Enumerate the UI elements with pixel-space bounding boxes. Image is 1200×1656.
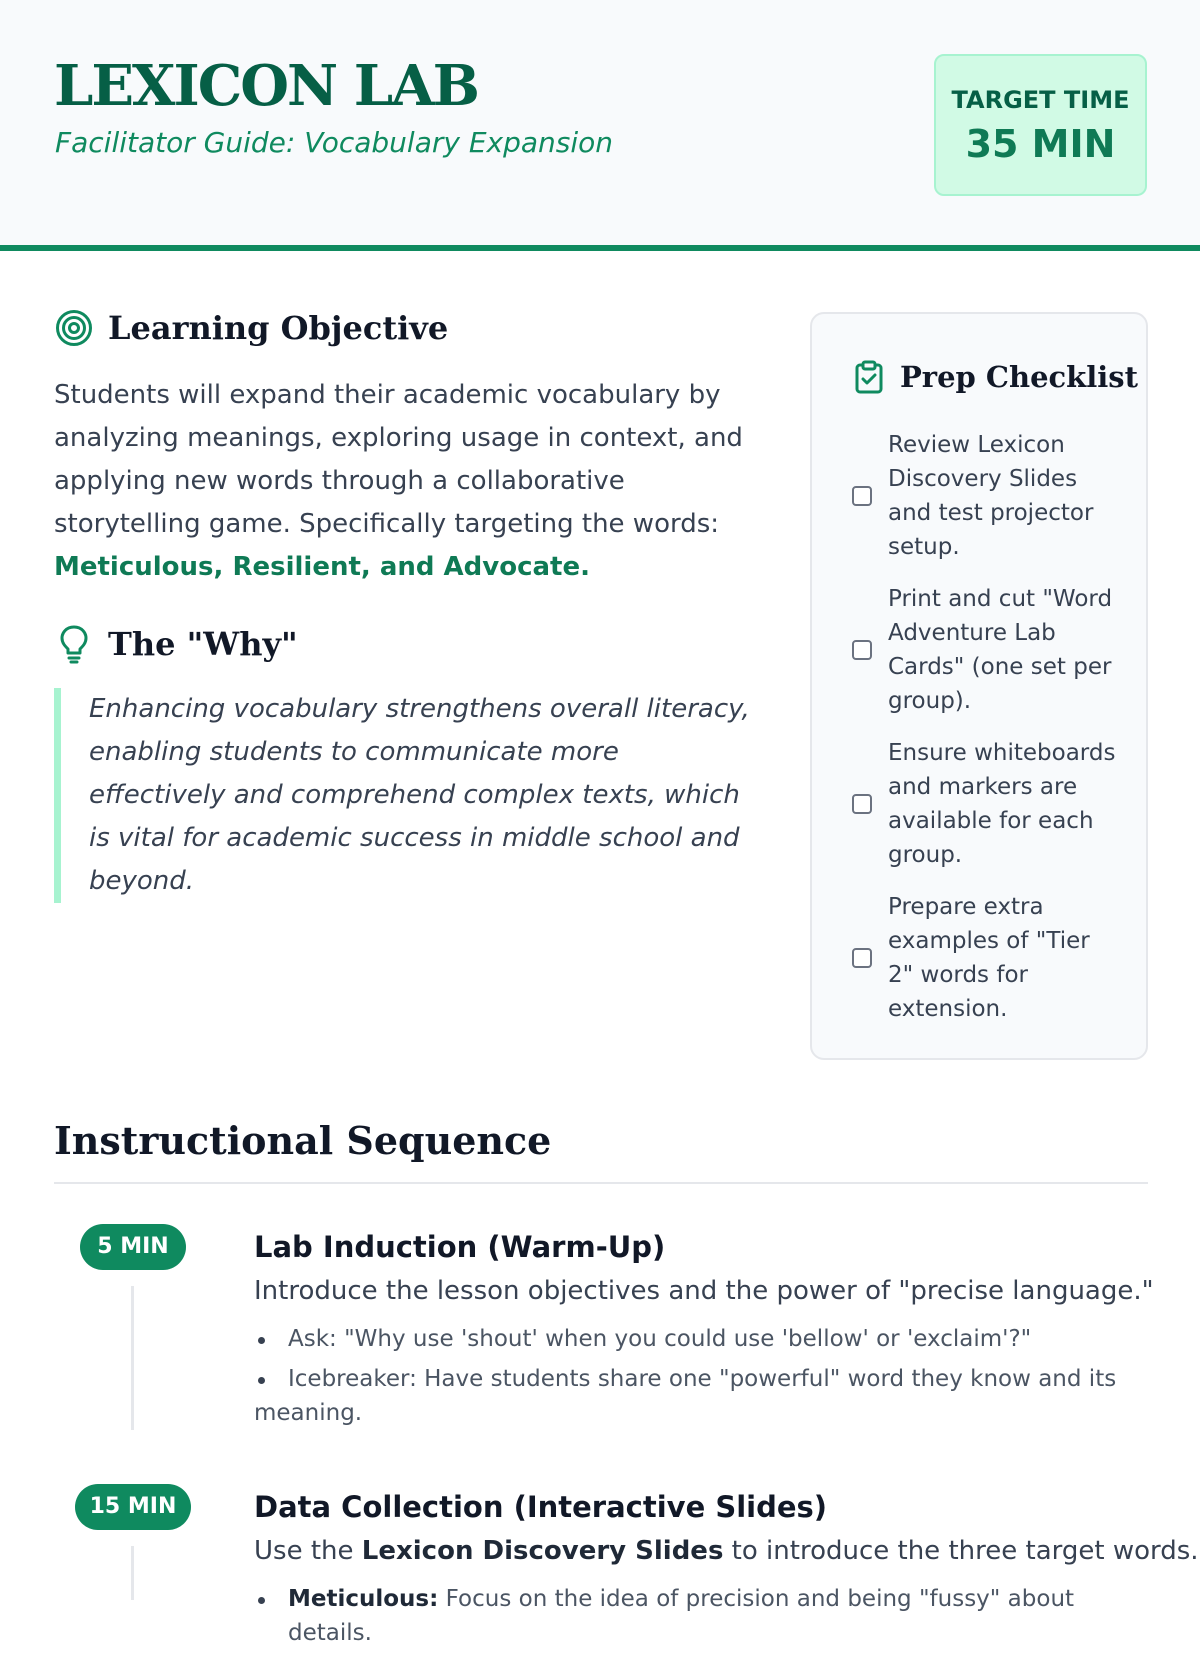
checklist-item-label: Print and cut "Word Adventure Lab Cards" (one set per group). <box>888 586 1113 714</box>
target-time-value: 35 MIN <box>965 122 1116 166</box>
step-title: Lab Induction (Warm-Up) <box>254 1230 666 1264</box>
step-bullet-list <box>254 1582 1134 1656</box>
vocab-term: Meticulous: <box>288 1586 439 1612</box>
checklist-item[interactable] <box>852 582 1122 718</box>
checklist-item-label: Prepare extra examples of "Tier 2" words for extension. <box>888 894 1090 1022</box>
why-heading <box>54 624 298 664</box>
prep-checklist-heading <box>854 360 1138 394</box>
step-bullet-list <box>254 1322 1134 1436</box>
checklist-item[interactable] <box>852 428 1122 564</box>
checkbox[interactable] <box>852 640 872 660</box>
lightbulb-icon <box>54 624 94 664</box>
target-words: Meticulous, Resilient, and Advocate. <box>54 552 590 582</box>
prep-checklist-title: Prep Checklist <box>900 360 1139 394</box>
timeline-connector <box>131 1286 134 1430</box>
objective-body: Students will expand their academic vocabulary by analyzing meanings, exploring usage in context, and applying new words through a collaborative storytelling game. Specifically targeting the words: <box>54 380 743 539</box>
step-title: Data Collection (Interactive Slides) <box>254 1490 828 1524</box>
prep-checklist-card <box>810 312 1148 1060</box>
timeline-connector <box>131 1546 134 1600</box>
vocab-definition: Focus on the idea of precision and being "fussy" about details. <box>288 1586 1075 1646</box>
target-icon <box>54 308 94 348</box>
step-description-post: to introduce the three target words. <box>723 1536 1199 1566</box>
page-header <box>0 0 1200 251</box>
checkbox[interactable] <box>852 486 872 506</box>
page-subtitle: Facilitator Guide: Vocabulary Expansion <box>55 126 614 159</box>
step-description-pre: Use the <box>254 1536 362 1566</box>
section-divider <box>54 1182 1148 1184</box>
instructional-sequence-heading: Instructional Sequence <box>54 1118 552 1163</box>
why-title: The "Why" <box>108 625 298 663</box>
clipboard-check-icon <box>854 360 888 394</box>
checkbox[interactable] <box>852 948 872 968</box>
checklist-item-label: Ensure whiteboards and markers are available for each group. <box>888 740 1116 868</box>
learning-objective-text <box>54 374 774 589</box>
checklist-item[interactable] <box>852 736 1122 872</box>
step-description <box>254 1536 1199 1566</box>
list-item: Icebreaker: Have students share one "powerful" word they know and its meaning. <box>254 1362 1134 1430</box>
checkbox[interactable] <box>852 794 872 814</box>
why-quote: Enhancing vocabulary strengthens overall literacy, enabling students to communicate more effectively and comprehend complex texts, which is vital for academic success in middle school and beyond. <box>54 688 754 903</box>
list-item: Ask: "Why use 'shout' when you could use 'bellow' or 'exclaim'?" <box>254 1322 1134 1356</box>
duration-badge: 5 MIN <box>80 1224 186 1270</box>
learning-objective-heading <box>54 308 448 348</box>
checklist-item-label: Review Lexicon Discovery Slides and test projector setup. <box>888 432 1094 560</box>
duration-badge: 15 MIN <box>75 1484 191 1530</box>
list-item <box>254 1582 1134 1650</box>
learning-objective-title: Learning Objective <box>108 309 449 347</box>
checklist-item[interactable] <box>852 890 1122 1026</box>
step-description: Introduce the lesson objectives and the power of "precise language." <box>254 1276 1154 1306</box>
slides-name: Lexicon Discovery Slides <box>361 1536 724 1566</box>
target-time-label: TARGET TIME <box>951 86 1130 114</box>
brand-title: LEXICON LAB <box>54 53 478 119</box>
target-time-badge <box>934 54 1147 196</box>
